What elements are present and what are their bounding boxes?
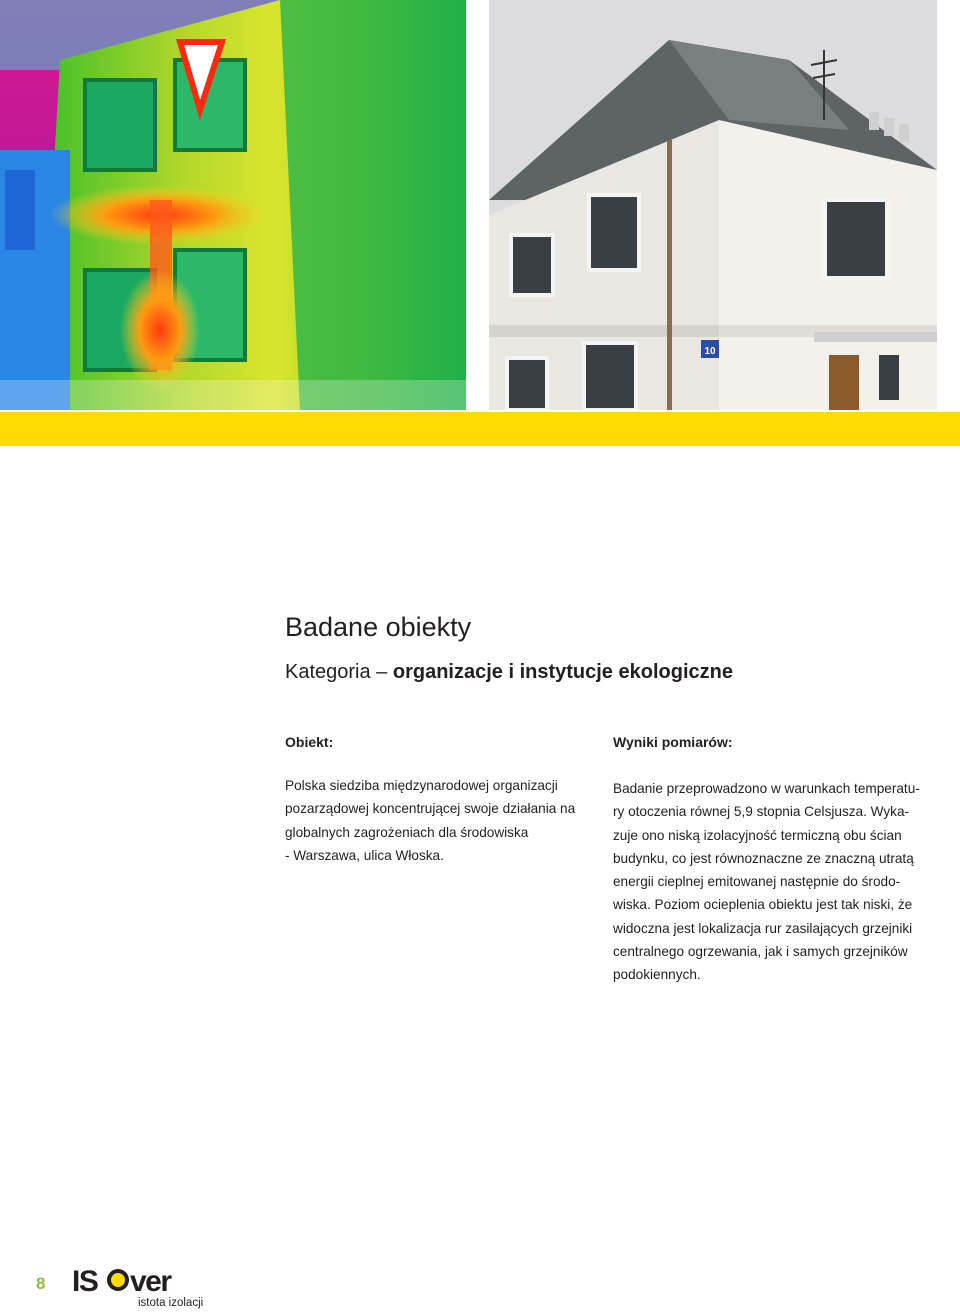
subtitle-prefix: Kategoria – (285, 661, 393, 683)
obiekt-line: pozarządowej koncentrującej swoje działania na (285, 801, 576, 817)
wyniki-line: podokiennych. (613, 967, 701, 983)
svg-text:ver: ver (130, 1265, 171, 1296)
wyniki-description (613, 777, 933, 987)
wyniki-heading: Wyniki pomiarów: (613, 734, 733, 750)
page-title: Badane obiekty (285, 612, 472, 642)
wyniki-line: ry otoczenia równej 5,9 stopnia Celsjusza. Wyka- (613, 804, 910, 820)
wyniki-line: wiska. Poziom ocieplenia obiektu jest tak niski, że (613, 897, 913, 913)
category-subtitle (285, 661, 733, 684)
house-number-sign: 10 (704, 346, 716, 357)
thermal-image-building (0, 0, 466, 410)
wyniki-line: centralnego ogrzewania, jak i samych grzejników (613, 944, 908, 960)
logo-tagline: istota izolacji (138, 1297, 204, 1309)
wyniki-line: energii cieplnej emitowanej następnie do środo- (613, 874, 901, 890)
page-number: 8 (36, 1274, 46, 1293)
obiekt-heading: Obiekt: (285, 734, 334, 750)
obiekt-line: Polska siedziba międzynarodowej organizacji (285, 778, 558, 793)
obiekt-line: globalnych zagrożeniach dla środowiska (285, 824, 529, 840)
wyniki-line: widoczna jest lokalizacja rur zasilających grzejniki (613, 920, 913, 936)
obiekt-description (285, 774, 590, 867)
accent-band (0, 412, 960, 446)
svg-text:IS: IS (72, 1265, 98, 1296)
isover-logo (72, 1264, 202, 1296)
wyniki-line: budynku, co jest równoznaczne ze znaczną utratą (613, 850, 914, 866)
subtitle-category: organizacje i instytucje ekologiczne (392, 661, 733, 683)
wyniki-line: zuje ono niską izolacyjność termiczną obu ścian (613, 827, 902, 843)
wyniki-line: Badanie przeprowadzono w warunkach temperatu- (613, 781, 920, 796)
building-photo (489, 0, 937, 410)
obiekt-line: - Warszawa, ulica Włoska. (285, 847, 444, 863)
